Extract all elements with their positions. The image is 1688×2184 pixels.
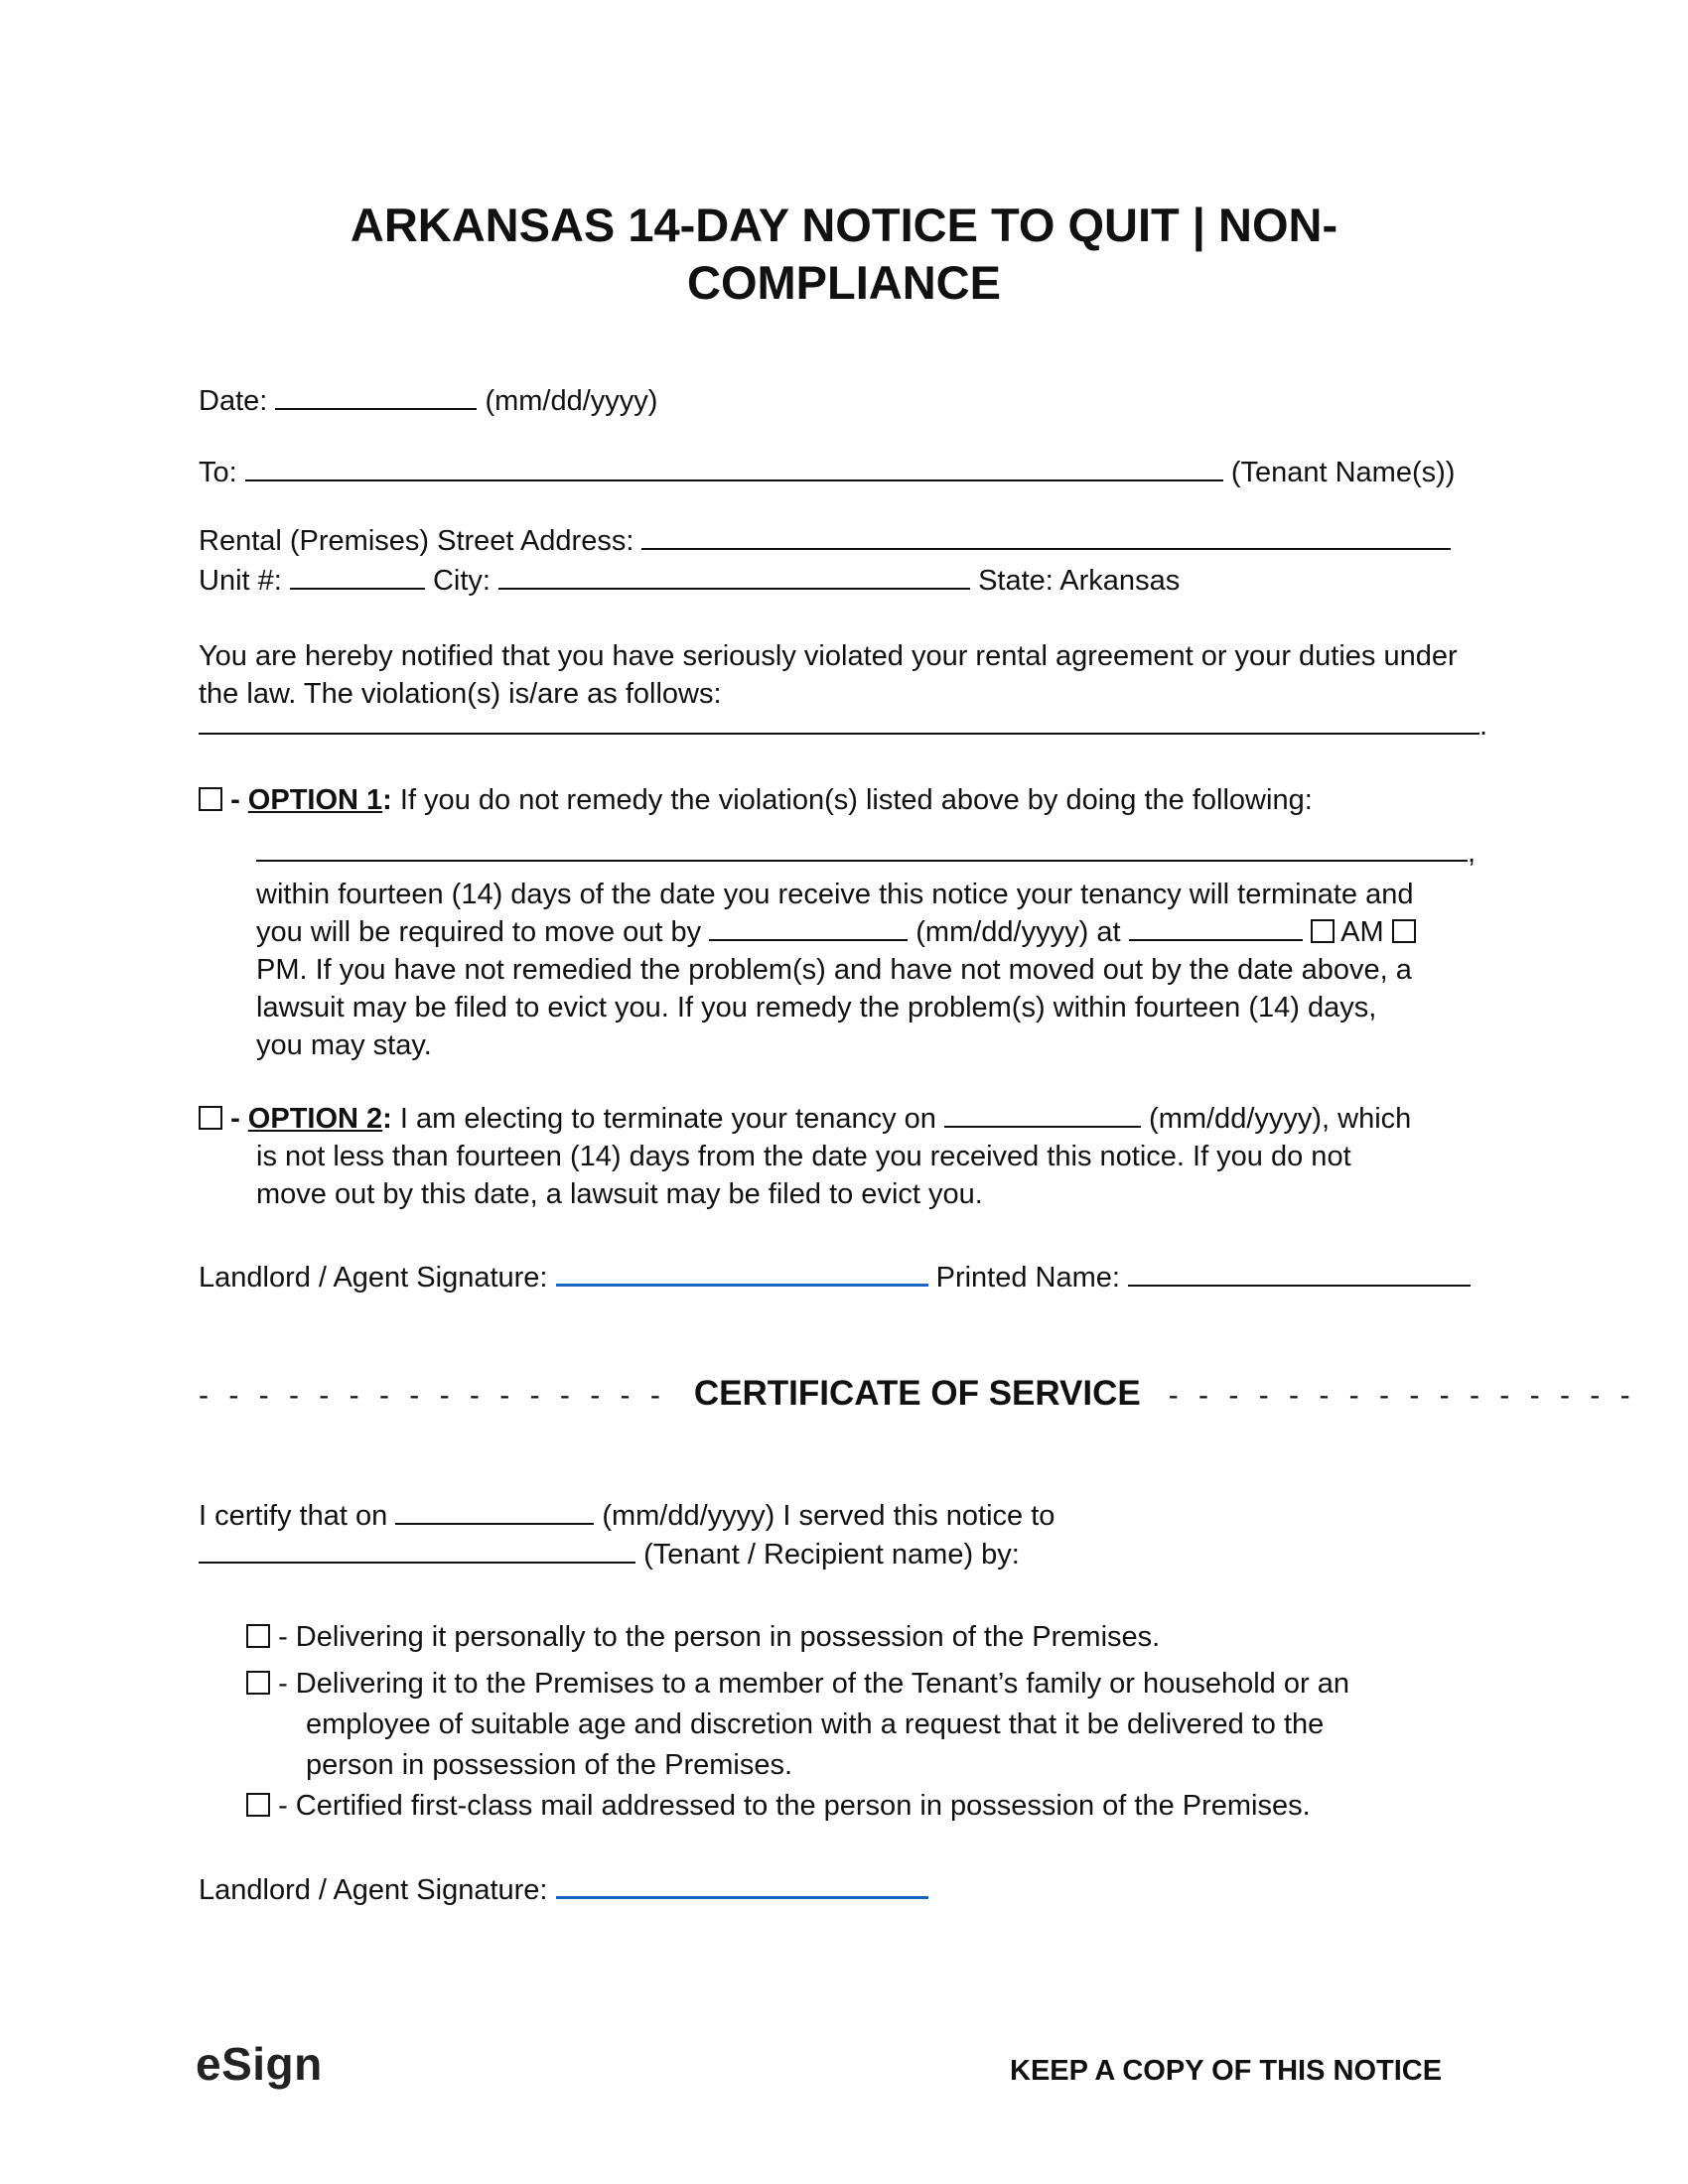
certificate-dashes-left: - - - - - - - - - - - - - - - -: [199, 1379, 666, 1412]
service-method-mail-text: - Certified first-class mail addressed to the person in possession of the Premises.: [278, 1790, 1311, 1822]
certify-date-field[interactable]: [395, 1497, 594, 1525]
service-method-personal-text: - Delivering it personally to the person in possession of the Premises.: [278, 1621, 1161, 1653]
certificate-title: CERTIFICATE OF SERVICE: [693, 1374, 1141, 1413]
option2-date-field[interactable]: [944, 1100, 1141, 1128]
option1-move-out-time-field[interactable]: [1129, 913, 1303, 941]
tenant-names-label: (Tenant Name(s)): [1230, 457, 1456, 488]
service-method-household-checkbox[interactable]: [246, 1671, 270, 1695]
landlord-signature-field[interactable]: [556, 1258, 928, 1287]
title-line-2: COMPLIANCE: [687, 256, 1001, 309]
option2-line2: is not less than fourteen (14) days from the date you received this notice. If you do not: [256, 1141, 1351, 1172]
option1-move-out-prefix: you will be required to move out by: [256, 916, 702, 948]
option1-row: [199, 781, 1313, 819]
option1-label: OPTION 1: [247, 784, 383, 816]
certificate-dashes-right: - - - - - - - - - - - - - - - -: [1168, 1379, 1636, 1412]
option2-line3: move out by this date, a lawsuit may be filed to evict you.: [256, 1178, 983, 1210]
to-row: [199, 454, 1455, 491]
certify-suffix: (mm/dd/yyyy) I served this notice to: [602, 1500, 1055, 1532]
option1-checkbox[interactable]: [199, 787, 222, 811]
option1-am-label: AM: [1340, 916, 1384, 948]
keep-copy-notice: KEEP A COPY OF THIS NOTICE: [1010, 2055, 1443, 2087]
violation-row: [199, 707, 1487, 745]
option1-remedy-row: [256, 834, 1476, 872]
service-method-mail-checkbox[interactable]: [246, 1793, 270, 1817]
option2-label: OPTION 2: [247, 1103, 383, 1135]
to-label: To:: [199, 457, 237, 488]
service-method-mail: [246, 1787, 1311, 1825]
street-address-label: Rental (Premises) Street Address:: [199, 525, 634, 557]
date-row: [199, 382, 657, 420]
certify-prefix: I certify that on: [199, 1500, 388, 1532]
option1-move-out-row: [256, 913, 1416, 951]
option1-move-out-date-field[interactable]: [709, 913, 908, 941]
option1-move-out-format: (mm/dd/yyyy) at: [915, 916, 1121, 948]
tenant-names-field[interactable]: [245, 454, 1223, 481]
service-method-personal-checkbox[interactable]: [246, 1624, 270, 1648]
certificate-signature-row: [199, 1870, 928, 1909]
recipient-label: (Tenant / Recipient name) by:: [643, 1539, 1020, 1570]
printed-name-label: Printed Name:: [935, 1262, 1120, 1294]
option1-line5: you may stay.: [256, 1029, 432, 1061]
unit-label: Unit #:: [199, 565, 282, 597]
certificate-signature-label: Landlord / Agent Signature:: [199, 1874, 548, 1906]
city-label: City:: [432, 565, 491, 597]
street-address-field[interactable]: [641, 522, 1451, 550]
city-field[interactable]: [498, 562, 970, 590]
option2-colon: :: [382, 1103, 392, 1135]
landlord-signature-label: Landlord / Agent Signature:: [199, 1262, 548, 1294]
unit-field[interactable]: [290, 562, 425, 590]
title-line-1: ARKANSAS 14-DAY NOTICE TO QUIT | NON-: [350, 199, 1338, 251]
service-method-personal: [246, 1618, 1160, 1656]
option2-row: [199, 1100, 1411, 1138]
option1-dash: -: [230, 784, 240, 816]
recipient-row: [199, 1536, 1020, 1573]
option2-dash: -: [230, 1103, 240, 1135]
unit-city-state-row: [199, 562, 1180, 600]
esign-logo: eSign: [196, 2038, 323, 2090]
service-method-household-text: - Delivering it to the Premises to a member of the Tenant’s family or household or an: [278, 1668, 1349, 1700]
violation-intro: You are hereby notified that you have seriously violated your rental agreement or your duties under the law. The violation(s) is/are as follows:: [199, 640, 1458, 710]
option1-remedy-field[interactable]: [256, 834, 1468, 862]
option1-line4: lawsuit may be filed to evict you. If you remedy the problem(s) within fourteen (14) days,: [256, 992, 1377, 1024]
option2-checkbox[interactable]: [199, 1106, 222, 1130]
service-method-household: [246, 1665, 1349, 1703]
violation-end-period: .: [1479, 710, 1488, 742]
option1-comma: ,: [1468, 837, 1477, 869]
option2-text-prefix: I am electing to terminate your tenancy on: [399, 1103, 936, 1135]
printed-name-field[interactable]: [1128, 1259, 1471, 1287]
signature-row: [199, 1258, 1471, 1297]
street-address-row: [199, 522, 1451, 560]
date-label: Date:: [199, 385, 268, 417]
recipient-name-field[interactable]: [199, 1536, 635, 1564]
option1-am-checkbox[interactable]: [1311, 919, 1335, 943]
certificate-signature-field[interactable]: [556, 1870, 928, 1899]
certificate-heading: [199, 1372, 1636, 1418]
date-field[interactable]: [275, 382, 477, 410]
violation-field[interactable]: [199, 707, 1479, 735]
service-method-household-line3: person in possession of the Premises.: [306, 1749, 793, 1781]
option1-text: If you do not remedy the violation(s) listed above by doing the following:: [399, 784, 1313, 816]
option1-line3: PM. If you have not remedied the problem(s) and have not moved out by the date above, a: [256, 954, 1412, 986]
state-text: State: Arkansas: [978, 565, 1181, 597]
option1-pm-checkbox[interactable]: [1392, 919, 1416, 943]
document-title: [0, 197, 1688, 312]
certify-row: [199, 1497, 1055, 1535]
service-method-household-line2: employee of suitable age and discretion with a request that it be delivered to the: [306, 1708, 1325, 1740]
date-format: (mm/dd/yyyy): [485, 385, 658, 417]
option2-text-suffix: (mm/dd/yyyy), which: [1149, 1103, 1412, 1135]
option1-line1: within fourteen (14) days of the date you receive this notice your tenancy will terminate and: [256, 879, 1414, 910]
option1-colon: :: [382, 784, 392, 816]
